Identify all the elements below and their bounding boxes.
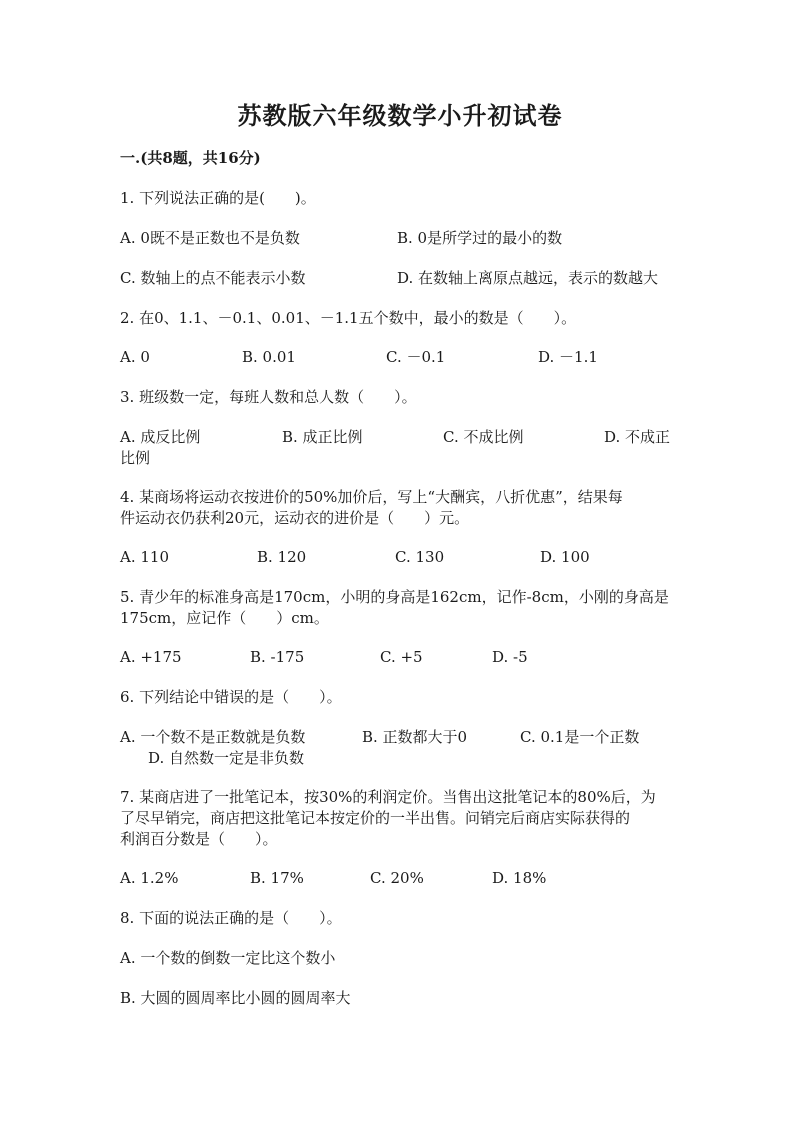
option-b: B. 0是所学过的最小的数	[397, 229, 563, 247]
question-stem-line-2: 175cm，应记作（ ）cm。	[120, 609, 329, 627]
question-stem-line-3: 利润百分数是（ ）。	[120, 830, 278, 848]
option-c: C. －0.1	[386, 348, 446, 366]
question-stem: 1. 下列说法正确的是( )。	[120, 189, 316, 207]
option-b: B. 17%	[250, 869, 304, 887]
question-stem-line-2: 件运动衣仍获利20元，运动衣的进价是（ ）元。	[120, 509, 470, 527]
option-d: D. 自然数一定是非负数	[148, 749, 305, 767]
option-a: A. 1.2%	[120, 869, 179, 887]
option-d: D. -5	[492, 648, 528, 666]
option-b: B. 正数都大于0	[362, 728, 468, 746]
option-b: B. 0.01	[242, 348, 296, 366]
option-a: A. 0既不是正数也不是负数	[120, 229, 300, 247]
option-a: A. 一个数的倒数一定比这个数小	[120, 949, 336, 967]
question-stem: 6. 下列结论中错误的是（ ）。	[120, 688, 342, 706]
question-stem-line-2: 了尽早销完，商店把这批笔记本按定价的一半出售。问销完后商店实际获得的	[120, 809, 631, 827]
option-c: C. 0.1是一个正数	[520, 728, 640, 746]
option-a: A. 一个数不是正数就是负数	[120, 728, 306, 746]
question-stem-line-1: 4. 某商场将运动衣按进价的50%加价后，写上“大酬宾，八折优惠”，结果每	[120, 488, 623, 506]
option-b: B. 大圆的圆周率比小圆的圆周率大	[120, 989, 351, 1007]
question-stem: 8. 下面的说法正确的是（ ）。	[120, 909, 342, 927]
question-stem-line-1: 7. 某商店进了一批笔记本，按30%的利润定价。当售出这批笔记本的80%后，为	[120, 788, 656, 806]
option-b: B. 成正比例	[282, 428, 363, 446]
option-a: A. +175	[120, 648, 182, 666]
page-title: 苏教版六年级数学小升初试卷	[237, 101, 563, 130]
option-c: C. 130	[395, 548, 445, 566]
option-d: D. 不成正	[604, 428, 671, 446]
option-a: A. 110	[120, 548, 169, 566]
question-stem: 2. 在0、1.1、－0.1、0.01、－1.1五个数中，最小的数是（ ）。	[120, 309, 577, 327]
option-c: C. 不成比例	[443, 428, 524, 446]
question-stem: 3. 班级数一定，每班人数和总人数（ ）。	[120, 388, 417, 406]
option-d: D. －1.1	[538, 348, 598, 366]
option-c: C. 数轴上的点不能表示小数	[120, 269, 306, 287]
option-b: B. 120	[257, 548, 307, 566]
option-c: C. 20%	[370, 869, 424, 887]
section-heading: 一.(共8题，共16分)	[120, 149, 261, 167]
option-b: B. -175	[250, 648, 305, 666]
option-a: A. 成反比例	[120, 428, 201, 446]
option-d: D. 在数轴上离原点越远，表示的数越大	[397, 269, 659, 287]
question-stem-line-1: 5. 青少年的标准身高是170cm，小明的身高是162cm，记作-8cm，小刚的身高是	[120, 588, 669, 606]
option-d: D. 18%	[492, 869, 547, 887]
option-d: D. 100	[540, 548, 590, 566]
option-c: C. +5	[380, 648, 423, 666]
option-d-continued: 比例	[120, 449, 151, 467]
option-a: A. 0	[120, 348, 150, 366]
